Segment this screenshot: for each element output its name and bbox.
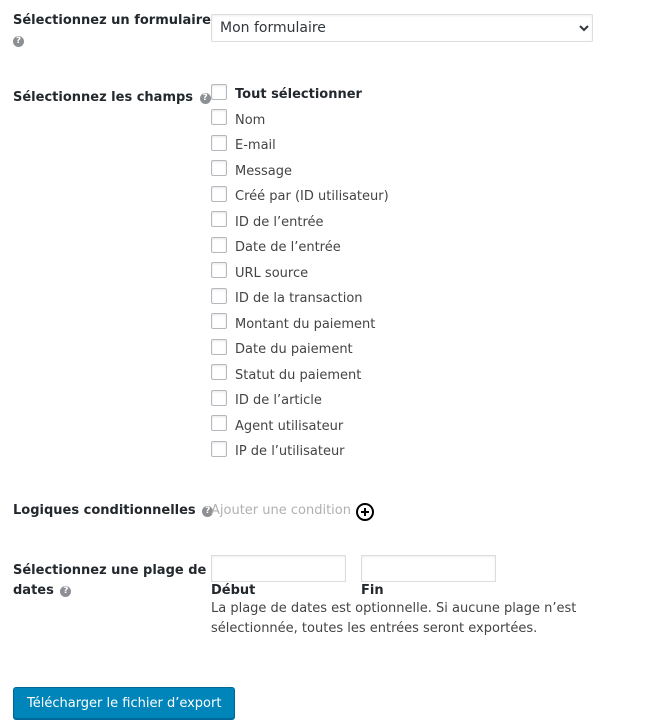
field-label[interactable]: Message: [235, 163, 292, 179]
field-item[interactable]: [211, 210, 389, 236]
add-condition-label[interactable]: Ajouter une condition: [211, 502, 351, 518]
field-item[interactable]: [211, 261, 389, 287]
field-checkbox[interactable]: [211, 364, 227, 380]
field-label[interactable]: Date de l’entrée: [235, 240, 341, 256]
field-label[interactable]: E-mail: [235, 138, 276, 154]
select-all-checkbox[interactable]: [211, 84, 227, 100]
field-checkbox[interactable]: [211, 288, 227, 304]
help-icon[interactable]: ?: [202, 506, 213, 517]
field-item[interactable]: [211, 414, 389, 440]
form-select[interactable]: [211, 14, 593, 42]
field-label[interactable]: Statut du paiement: [235, 367, 362, 383]
field-label[interactable]: URL source: [235, 265, 309, 281]
field-item[interactable]: [211, 108, 389, 134]
select-all-item[interactable]: [211, 82, 389, 108]
date-range-label: Sélectionnez une plage de dates ?: [13, 563, 207, 598]
date-range-help-text: La plage de dates est optionnelle. Si aucune plage n’est sélectionnée, toutes les entrées seront exportées.: [211, 601, 577, 636]
field-checkbox[interactable]: [211, 211, 227, 227]
field-checkbox-list: [211, 82, 389, 465]
select-fields-label: Sélectionnez les champs ?: [13, 88, 211, 108]
field-item[interactable]: [211, 363, 389, 389]
download-export-button[interactable]: Télécharger le fichier d’export: [13, 687, 235, 719]
field-label[interactable]: Date du paiement: [235, 342, 353, 358]
field-checkbox[interactable]: [211, 390, 227, 406]
field-item[interactable]: [211, 286, 389, 312]
start-date-label: Début: [211, 583, 256, 598]
field-label[interactable]: Montant du paiement: [235, 316, 376, 332]
field-checkbox[interactable]: [211, 109, 227, 125]
field-label[interactable]: ID de l’article: [235, 393, 322, 409]
field-label[interactable]: Agent utilisateur: [235, 418, 344, 434]
end-date-input[interactable]: [361, 555, 496, 582]
field-item[interactable]: [211, 337, 389, 363]
field-label[interactable]: Créé par (ID utilisateur): [235, 189, 389, 205]
field-item[interactable]: [211, 133, 389, 159]
field-item[interactable]: [211, 184, 389, 210]
field-label[interactable]: Nom: [235, 112, 266, 128]
field-label[interactable]: ID de la transaction: [235, 291, 363, 307]
plus-circle-icon[interactable]: [356, 503, 374, 521]
field-checkbox[interactable]: [211, 441, 227, 457]
start-date-input[interactable]: [211, 555, 346, 582]
help-icon[interactable]: ?: [13, 36, 24, 47]
field-checkbox[interactable]: [211, 415, 227, 431]
field-label[interactable]: IP de l’utilisateur: [235, 444, 345, 460]
end-date-label: Fin: [361, 583, 384, 598]
field-item[interactable]: [211, 235, 389, 261]
select-form-label: Sélectionnez un formulaire ?: [13, 13, 211, 46]
select-all-label[interactable]: Tout sélectionner: [235, 87, 362, 103]
field-checkbox[interactable]: [211, 237, 227, 253]
field-item[interactable]: [211, 388, 389, 414]
field-checkbox[interactable]: [211, 160, 227, 176]
field-item[interactable]: [211, 159, 389, 185]
field-checkbox[interactable]: [211, 262, 227, 278]
help-icon[interactable]: ?: [60, 586, 71, 597]
add-condition-link[interactable]: [211, 501, 374, 519]
help-icon[interactable]: ?: [200, 93, 211, 104]
field-label[interactable]: ID de l’entrée: [235, 214, 324, 230]
field-checkbox[interactable]: [211, 135, 227, 151]
field-item[interactable]: [211, 439, 389, 465]
field-checkbox[interactable]: [211, 186, 227, 202]
conditional-logic-label: Logiques conditionnelles ?: [13, 501, 213, 521]
field-item[interactable]: [211, 312, 389, 338]
field-checkbox[interactable]: [211, 339, 227, 355]
field-checkbox[interactable]: [211, 313, 227, 329]
